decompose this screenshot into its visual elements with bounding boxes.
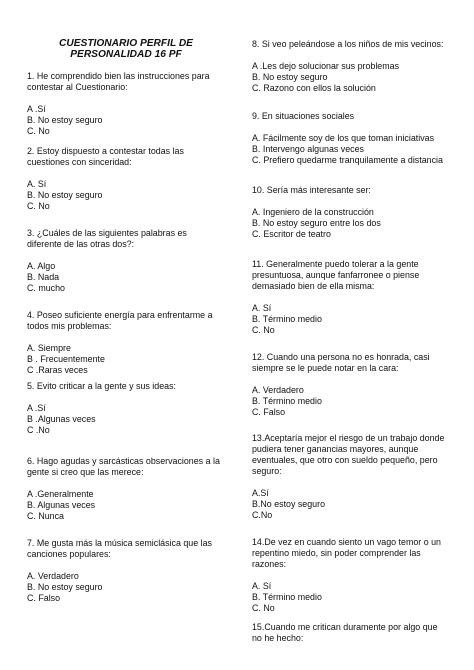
question-text: [27, 71, 225, 93]
question-line: 4. Poseo suficiente energía para enfrentarme a: [27, 310, 213, 320]
question-line: 10. Sería más interesante ser:: [252, 185, 371, 195]
answer-option[interactable]: C .Raras veces: [27, 365, 88, 375]
answer-option[interactable]: B. No estoy seguro: [27, 115, 103, 125]
answer-option[interactable]: A .Sí: [27, 403, 46, 413]
answer-option[interactable]: A. Sí: [27, 179, 47, 189]
answer-option[interactable]: B. No estoy seguro: [27, 190, 103, 200]
answer-option[interactable]: C. No: [27, 201, 50, 211]
answer-option[interactable]: B. Nada: [27, 272, 60, 282]
question-item: [252, 537, 450, 614]
answer-option[interactable]: C. Escritor de teatro: [252, 229, 331, 239]
answer-option[interactable]: C. mucho: [27, 283, 65, 293]
answer-option[interactable]: C. Razono con ellos la solución: [252, 83, 376, 93]
answer-option[interactable]: C. No: [252, 325, 275, 335]
question-item: [27, 71, 225, 137]
answer-option[interactable]: A. Sí: [252, 581, 272, 591]
question-line: razones:: [252, 559, 287, 569]
answer-option[interactable]: B .Algunas veces: [27, 414, 96, 424]
answer-option[interactable]: C. Prefiero quedarme tranquilamente a distancia: [252, 155, 443, 165]
answer-option[interactable]: B. No estoy seguro: [252, 72, 328, 82]
question-text: [27, 310, 225, 332]
answer-option[interactable]: A. Verdadero: [252, 385, 304, 395]
question-item: [252, 622, 450, 655]
question-line: pudiera tener ganancias mayores, aunque: [252, 444, 419, 454]
answer-option[interactable]: C. Falso: [252, 407, 286, 417]
answer-option[interactable]: B. Algunas veces: [27, 500, 96, 510]
answer-option[interactable]: B. Término medio: [252, 396, 322, 406]
question-line: 8. Si veo peleándose a los niños de mis vecinos:: [252, 39, 444, 49]
question-text: [252, 259, 450, 292]
question-line: 9. En situaciones sociales: [252, 111, 355, 121]
question-line: repentino miedo, sin poder comprender las: [252, 548, 421, 558]
question-text: [252, 537, 450, 570]
question-line: presuntuosa, aunque fanfarronee o piense: [252, 270, 420, 280]
answer-option[interactable]: A. Fácilmente soy de los que toman iniciativas: [252, 133, 435, 143]
question-item: [27, 310, 225, 376]
answer-option[interactable]: A .Generalmente: [27, 489, 94, 499]
question-item: [252, 433, 450, 521]
question-line: 5. Evito criticar a la gente y sus ideas:: [27, 381, 176, 391]
answer-option[interactable]: B. Intervengo algunas veces: [252, 144, 364, 154]
answer-option[interactable]: A. Sí: [252, 303, 272, 313]
question-line: diferente de las otras dos?:: [27, 239, 135, 249]
question-line: eventuales, que otro con sueldo pequeño, pero: [252, 455, 438, 465]
question-line: no he hecho:: [252, 633, 304, 643]
answer-option[interactable]: A .Sí: [27, 104, 46, 114]
answer-option[interactable]: B.No estoy seguro: [252, 499, 326, 509]
answer-option[interactable]: A. Ingeniero de la construcción: [252, 207, 374, 217]
question-line: seguro:: [252, 466, 282, 476]
question-line: canciones populares:: [27, 549, 111, 559]
question-text: [27, 456, 225, 478]
answer-option[interactable]: C. No: [27, 126, 50, 136]
question-text: [252, 352, 450, 374]
question-item: [27, 381, 225, 436]
question-item: [27, 228, 225, 294]
question-line: gente si creo que las merece:: [27, 467, 144, 477]
question-line: 6. Hago agudas y sarcásticas observaciones a la: [27, 456, 220, 466]
question-line: todos mis problemas:: [27, 321, 112, 331]
question-line: 13.Aceptaría mejor el riesgo de un trabajo donde: [252, 433, 445, 443]
question-line: 2. Estoy dispuesto a contestar todas las: [27, 146, 184, 156]
answer-option[interactable]: B . Frecuentemente: [27, 354, 105, 364]
answer-option[interactable]: C. No: [252, 603, 275, 613]
question-text: [252, 185, 450, 196]
question-item: [27, 456, 225, 522]
question-text: [27, 228, 225, 250]
answer-option[interactable]: B. No estoy seguro entre los dos: [252, 218, 381, 228]
question-line: 1. He comprendido bien las instrucciones para: [27, 71, 210, 81]
question-line: 7. Me gusta más la música semiclásica que las: [27, 538, 212, 548]
question-text: [252, 39, 450, 50]
question-line: cuestiones con sinceridad:: [27, 157, 132, 167]
title-line-1: CUESTIONARIO PERFIL DE: [59, 38, 193, 49]
question-item: [252, 39, 450, 94]
question-item: [252, 185, 450, 240]
answer-option[interactable]: A.Sí: [252, 488, 269, 498]
answer-option[interactable]: C. Falso: [27, 593, 61, 603]
question-line: 12. Cuando una persona no es honrada, casi: [252, 352, 430, 362]
question-item: [252, 259, 450, 336]
answer-option[interactable]: B. Término medio: [252, 592, 322, 602]
answer-option[interactable]: A. Siempre: [27, 343, 71, 353]
question-line: siempre se le puede notar en la cara:: [252, 363, 399, 373]
answer-option[interactable]: A. Algo: [27, 261, 56, 271]
document-title: [27, 38, 225, 60]
answer-option[interactable]: C.No: [252, 510, 273, 520]
question-text: [27, 146, 225, 168]
question-line: 11. Generalmente puedo tolerar a la gente: [252, 259, 419, 269]
answer-option[interactable]: B. Término medio: [252, 314, 322, 324]
question-item: [27, 538, 225, 604]
answer-option[interactable]: B. No estoy seguro: [27, 582, 103, 592]
answer-option[interactable]: A. Verdadero: [27, 571, 79, 581]
question-item: [252, 111, 450, 166]
question-text: [252, 433, 450, 477]
question-text: [252, 622, 450, 644]
question-text: [27, 381, 225, 392]
question-line: contestar al Cuestionario:: [27, 82, 128, 92]
answer-option[interactable]: C .No: [27, 425, 50, 435]
question-line: 3. ¿Cuáles de las siguientes palabras es: [27, 228, 187, 238]
title-line-2: PERSONALIDAD 16 PF: [70, 49, 182, 60]
question-line: 14.De vez en cuando siento un vago temor o un: [252, 537, 441, 547]
question-text: [252, 111, 450, 122]
answer-option[interactable]: A .Les dejo solucionar sus problemas: [252, 61, 400, 71]
question-item: [252, 352, 450, 418]
question-line: 15.Cuando me critican duramente por algo que: [252, 622, 438, 632]
question-item: [27, 146, 225, 212]
question-line: demasiado bien de ella misma:: [252, 281, 375, 291]
answer-option[interactable]: C. Nunca: [27, 511, 64, 521]
question-text: [27, 538, 225, 560]
